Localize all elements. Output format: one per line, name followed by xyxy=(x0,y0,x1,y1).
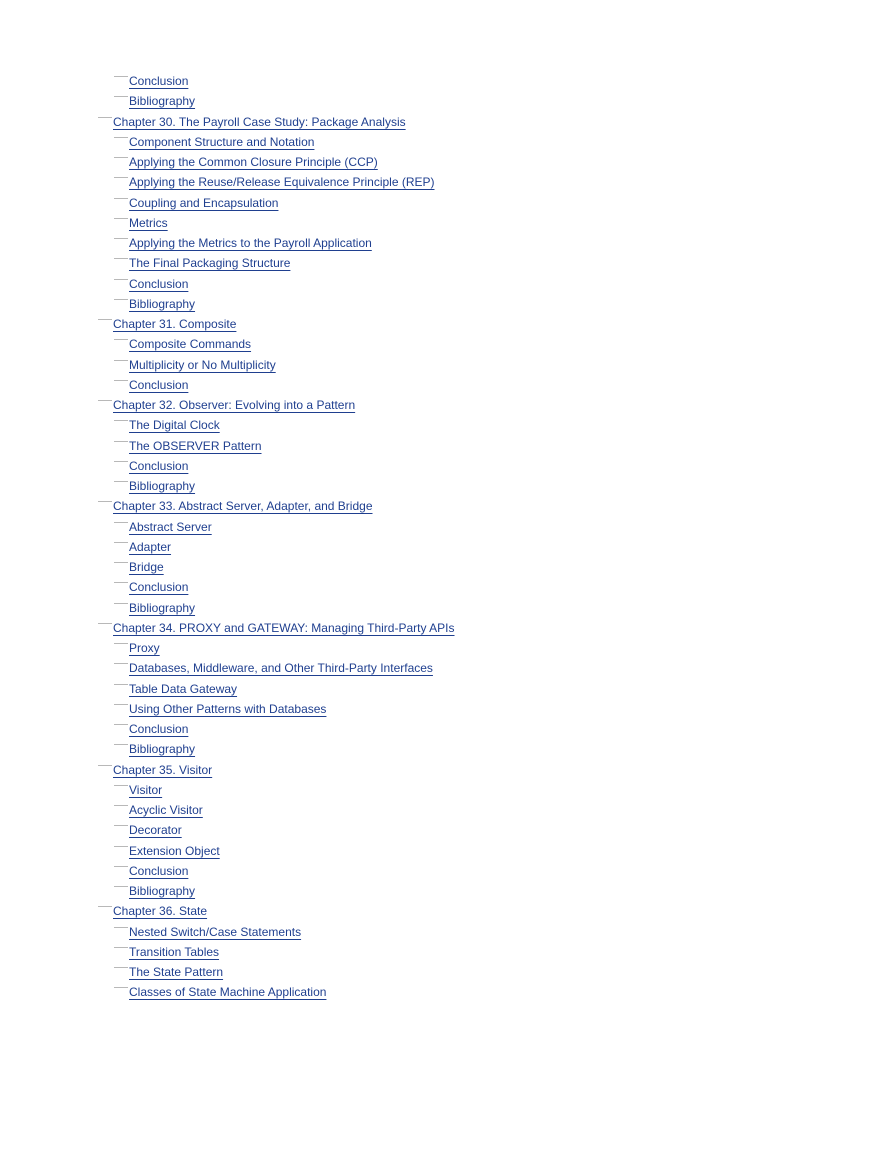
toc-section-row xyxy=(0,841,893,861)
toc-section-link-coupling-and-encapsulation[interactable]: Coupling and Encapsulation xyxy=(129,195,279,210)
tree-connector-line xyxy=(114,258,128,259)
tree-connector-line xyxy=(114,582,128,583)
tree-connector-line xyxy=(114,522,128,523)
tree-connector-line xyxy=(114,380,128,381)
toc-chapter-link-chapter-32-observer-evolving-into-a-pattern[interactable]: Chapter 32. Observer: Evolving into a Pattern xyxy=(113,398,356,412)
toc-section-link-bridge[interactable]: Bridge xyxy=(129,560,164,574)
tree-connector-line xyxy=(114,562,128,563)
toc-section-row xyxy=(0,861,893,881)
toc-chapter-link-chapter-30-the-payroll-case-study-package-analysis[interactable]: Chapter 30. The Payroll Case Study: Package Analysis xyxy=(113,114,406,129)
toc-chapter-row xyxy=(0,496,893,516)
toc-section-link-extension-object[interactable]: Extension Object xyxy=(129,843,220,858)
toc-section-row xyxy=(0,172,893,192)
toc-section-link-conclusion[interactable]: Conclusion xyxy=(129,722,189,736)
tree-connector-line xyxy=(98,501,112,502)
tree-connector-line xyxy=(114,684,128,685)
toc-section-link-composite-commands[interactable]: Composite Commands xyxy=(129,337,252,352)
toc-section-link-the-observer-pattern[interactable]: The OBSERVER Pattern xyxy=(129,438,262,453)
toc-section-row xyxy=(0,415,893,435)
tree-connector-line xyxy=(114,137,128,138)
tree-connector-line xyxy=(114,441,128,442)
toc-section-link-conclusion[interactable]: Conclusion xyxy=(129,458,189,473)
tree-connector-line xyxy=(114,198,128,199)
toc-section-link-applying-the-reuse-release-equivalence-principle-rep[interactable]: Applying the Reuse/Release Equivalence Principle (REP) xyxy=(129,175,435,190)
tree-connector-line xyxy=(114,744,128,745)
toc-section-link-multiplicity-or-no-multiplicity[interactable]: Multiplicity or No Multiplicity xyxy=(129,357,276,372)
toc-section-link-bibliography[interactable]: Bibliography xyxy=(129,94,196,109)
tree-connector-line xyxy=(114,724,128,725)
toc-chapter-row xyxy=(0,618,893,638)
tree-connector-line xyxy=(114,461,128,462)
toc-section-row xyxy=(0,253,893,273)
toc-section-row xyxy=(0,294,893,314)
toc-section-row xyxy=(0,355,893,375)
toc-section-link-nested-switch-case-statements[interactable]: Nested Switch/Case Statements xyxy=(129,924,302,939)
toc-section-link-conclusion[interactable]: Conclusion xyxy=(129,377,189,392)
toc-section-row xyxy=(0,193,893,213)
toc-section-row xyxy=(0,557,893,577)
toc-section-row xyxy=(0,152,893,172)
tree-connector-line xyxy=(114,299,128,300)
toc-section-link-applying-the-common-closure-principle-ccp[interactable]: Applying the Common Closure Principle (CCP) xyxy=(129,155,378,169)
tree-connector-line xyxy=(114,218,128,219)
toc-section-row xyxy=(0,780,893,800)
toc-section-link-the-state-pattern[interactable]: The State Pattern xyxy=(129,965,224,979)
toc-section-row xyxy=(0,679,893,699)
toc-section-row xyxy=(0,962,893,982)
toc-section-row xyxy=(0,436,893,456)
tree-connector-line xyxy=(114,542,128,543)
toc-section-row xyxy=(0,922,893,942)
toc-chapter-link-chapter-34-proxy-and-gateway-managing-third-party-apis[interactable]: Chapter 34. PROXY and GATEWAY: Managing Third-Party APIs xyxy=(113,620,455,635)
toc-section-row xyxy=(0,537,893,557)
toc-section-link-metrics[interactable]: Metrics xyxy=(129,215,168,230)
toc-section-link-acyclic-visitor[interactable]: Acyclic Visitor xyxy=(129,803,203,817)
toc-section-link-conclusion[interactable]: Conclusion xyxy=(129,580,189,595)
tree-connector-line xyxy=(114,967,128,968)
tree-connector-line xyxy=(98,623,112,624)
toc-section-link-bibliography[interactable]: Bibliography xyxy=(129,600,196,615)
tree-connector-line xyxy=(114,987,128,988)
toc-chapter-link-chapter-36-state[interactable]: Chapter 36. State xyxy=(113,904,208,919)
toc-chapter-link-chapter-31-composite[interactable]: Chapter 31. Composite xyxy=(113,317,237,331)
toc-section-row xyxy=(0,658,893,678)
toc-section-row xyxy=(0,456,893,476)
toc-section-link-conclusion[interactable]: Conclusion xyxy=(129,74,189,88)
tree-connector-line xyxy=(114,947,128,948)
tree-connector-line xyxy=(114,603,128,604)
toc-section-link-transition-tables[interactable]: Transition Tables xyxy=(129,944,220,959)
toc-section-row xyxy=(0,132,893,152)
toc-section-row xyxy=(0,982,893,1002)
tree-connector-line xyxy=(114,238,128,239)
tree-connector-line xyxy=(114,481,128,482)
tree-connector-line xyxy=(98,319,112,320)
toc-section-link-proxy[interactable]: Proxy xyxy=(129,641,160,655)
toc-section-row xyxy=(0,942,893,962)
tree-connector-line xyxy=(114,279,128,280)
toc-section-row xyxy=(0,375,893,395)
toc-section-row xyxy=(0,598,893,618)
tree-connector-line xyxy=(114,866,128,867)
toc-section-row xyxy=(0,739,893,759)
tree-connector-line xyxy=(114,157,128,158)
toc-chapter-link-chapter-33-abstract-server-adapter-and-bridge[interactable]: Chapter 33. Abstract Server, Adapter, and Bridge xyxy=(113,499,373,514)
table-of-contents xyxy=(0,71,893,1003)
tree-connector-line xyxy=(98,765,112,766)
toc-section-link-conclusion[interactable]: Conclusion xyxy=(129,863,189,878)
toc-section-link-adapter[interactable]: Adapter xyxy=(129,539,172,554)
toc-section-link-decorator[interactable]: Decorator xyxy=(129,823,182,838)
tree-connector-line xyxy=(114,339,128,340)
toc-section-row xyxy=(0,638,893,658)
toc-section-row xyxy=(0,719,893,739)
toc-section-row xyxy=(0,274,893,294)
toc-section-row xyxy=(0,233,893,253)
toc-chapter-row xyxy=(0,112,893,132)
toc-section-link-conclusion[interactable]: Conclusion xyxy=(129,276,189,291)
tree-connector-line xyxy=(114,177,128,178)
toc-section-row xyxy=(0,71,893,91)
tree-connector-line xyxy=(98,117,112,118)
toc-section-link-bibliography[interactable]: Bibliography xyxy=(129,742,196,757)
toc-section-link-the-digital-clock[interactable]: The Digital Clock xyxy=(129,418,220,433)
tree-connector-line xyxy=(114,927,128,928)
tree-connector-line xyxy=(114,825,128,826)
tree-connector-line xyxy=(114,96,128,97)
tree-connector-line xyxy=(114,846,128,847)
toc-chapter-row xyxy=(0,314,893,334)
toc-section-link-the-final-packaging-structure[interactable]: The Final Packaging Structure xyxy=(129,256,291,271)
toc-section-row xyxy=(0,213,893,233)
toc-section-link-applying-the-metrics-to-the-payroll-application[interactable]: Applying the Metrics to the Payroll Application xyxy=(129,236,372,250)
toc-section-link-bibliography[interactable]: Bibliography xyxy=(129,884,196,898)
tree-connector-line xyxy=(114,360,128,361)
toc-section-row xyxy=(0,699,893,719)
toc-chapter-row xyxy=(0,760,893,780)
toc-section-row xyxy=(0,334,893,354)
toc-section-link-abstract-server[interactable]: Abstract Server xyxy=(129,519,212,534)
toc-section-link-bibliography[interactable]: Bibliography xyxy=(129,479,196,493)
tree-connector-line xyxy=(114,886,128,887)
toc-section-row xyxy=(0,820,893,840)
toc-section-link-table-data-gateway[interactable]: Table Data Gateway xyxy=(129,681,238,696)
toc-section-row xyxy=(0,800,893,820)
toc-section-link-bibliography[interactable]: Bibliography xyxy=(129,296,196,311)
tree-connector-line xyxy=(114,704,128,705)
toc-chapter-row xyxy=(0,395,893,415)
tree-connector-line xyxy=(114,785,128,786)
toc-chapter-row xyxy=(0,901,893,921)
toc-section-link-component-structure-and-notation[interactable]: Component Structure and Notation xyxy=(129,134,315,149)
tree-connector-line xyxy=(114,420,128,421)
tree-connector-line xyxy=(114,76,128,77)
toc-section-link-using-other-patterns-with-databases[interactable]: Using Other Patterns with Databases xyxy=(129,701,327,716)
toc-section-row xyxy=(0,91,893,111)
toc-section-link-classes-of-state-machine-application[interactable]: Classes of State Machine Application xyxy=(129,985,327,1000)
toc-section-link-visitor[interactable]: Visitor xyxy=(129,782,163,797)
toc-section-row xyxy=(0,517,893,537)
toc-chapter-link-chapter-35-visitor[interactable]: Chapter 35. Visitor xyxy=(113,762,213,777)
tree-connector-line xyxy=(114,805,128,806)
tree-connector-line xyxy=(114,643,128,644)
tree-connector-line xyxy=(98,906,112,907)
tree-connector-line xyxy=(98,400,112,401)
toc-section-row xyxy=(0,476,893,496)
toc-section-row xyxy=(0,881,893,901)
tree-connector-line xyxy=(114,663,128,664)
toc-section-row xyxy=(0,577,893,597)
toc-section-link-databases-middleware-and-other-third-party-interfaces[interactable]: Databases, Middleware, and Other Third-Party Interfaces xyxy=(129,661,433,676)
